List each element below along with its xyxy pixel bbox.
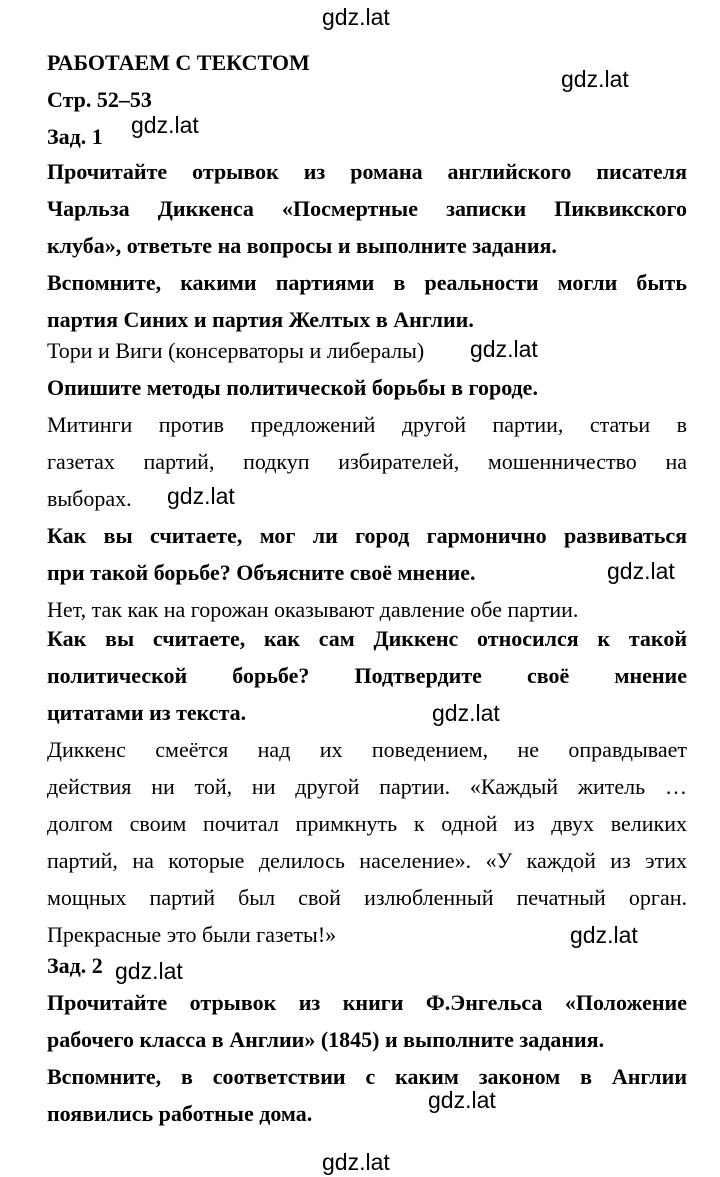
page-range: Стр. 52–53 bbox=[47, 87, 152, 112]
watermark: gdz.lat bbox=[322, 1149, 390, 1175]
watermark: gdz.lat bbox=[322, 4, 390, 30]
watermark: gdz.lat bbox=[131, 112, 199, 138]
section-title: РАБОТАЕМ С ТЕКСТОМ bbox=[47, 50, 310, 75]
answer-line: Тори и Виги (консерваторы и либералы) bbox=[47, 338, 425, 363]
question-line: Как вы считаете, как сам Диккенс относился к такой bbox=[47, 626, 687, 651]
answer-line: мощных партий был свой излюбленный печатный орган. bbox=[47, 885, 687, 910]
task1-intro-line: клуба», ответьте на вопросы и выполните задания. bbox=[47, 233, 557, 258]
watermark: gdz.lat bbox=[470, 336, 538, 362]
answer-line: действия ни той, ни другой партии. «Каждый житель … bbox=[47, 774, 687, 799]
question-line: политической борьбе? Подтвердите своё мнение bbox=[47, 663, 687, 688]
answer-line: Диккенс смеётся над их поведением, не оправдывает bbox=[47, 737, 687, 762]
watermark: gdz.lat bbox=[607, 558, 675, 584]
watermark: gdz.lat bbox=[428, 1087, 496, 1113]
question-line: Опишите методы политической борьбы в городе. bbox=[47, 375, 538, 400]
answer-line: партий, на которые делилось население». «У каждой из этих bbox=[47, 848, 687, 873]
task2-intro-line: Прочитайте отрывок из книги Ф.Энгельса «Положение bbox=[47, 990, 687, 1015]
question-line: при такой борьбе? Объясните своё мнение. bbox=[47, 560, 476, 585]
task1-intro-line: Чарльза Диккенса «Посмертные записки Пиквикского bbox=[47, 196, 687, 221]
task1-intro-line: Прочитайте отрывок из романа английского писателя bbox=[47, 159, 687, 184]
question-line: Вспомните, в соответствии с каким законом в Англии bbox=[47, 1064, 687, 1089]
task2-intro-line: рабочего класса в Англии» (1845) и выполните задания. bbox=[47, 1027, 605, 1052]
answer-line: долгом своим почитал примкнуть к одной из двух великих bbox=[47, 811, 687, 836]
watermark: gdz.lat bbox=[561, 66, 629, 92]
answer-line: Нет, так как на горожан оказывают давление обе партии. bbox=[47, 597, 579, 622]
question-line: цитатами из текста. bbox=[47, 700, 247, 725]
answer-line: Митинги против предложений другой партии, статьи в bbox=[47, 412, 687, 437]
question-line: партия Синих и партия Желтых в Англии. bbox=[47, 307, 474, 332]
answer-line: Прекрасные это были газеты!» bbox=[47, 922, 337, 947]
watermark: gdz.lat bbox=[115, 958, 183, 984]
answer-line: выборах. bbox=[47, 486, 132, 511]
watermark: gdz.lat bbox=[570, 922, 638, 948]
question-line: появились работные дома. bbox=[47, 1101, 313, 1126]
task1-label: Зад. 1 bbox=[47, 124, 103, 149]
question-line: Вспомните, какими партиями в реальности могли быть bbox=[47, 270, 687, 295]
answer-line: газетах партий, подкуп избирателей, мошенничество на bbox=[47, 449, 687, 474]
watermark: gdz.lat bbox=[167, 483, 235, 509]
watermark: gdz.lat bbox=[432, 700, 500, 726]
question-line: Как вы считаете, мог ли город гармонично развиваться bbox=[47, 523, 687, 548]
task2-label: Зад. 2 bbox=[47, 953, 103, 978]
